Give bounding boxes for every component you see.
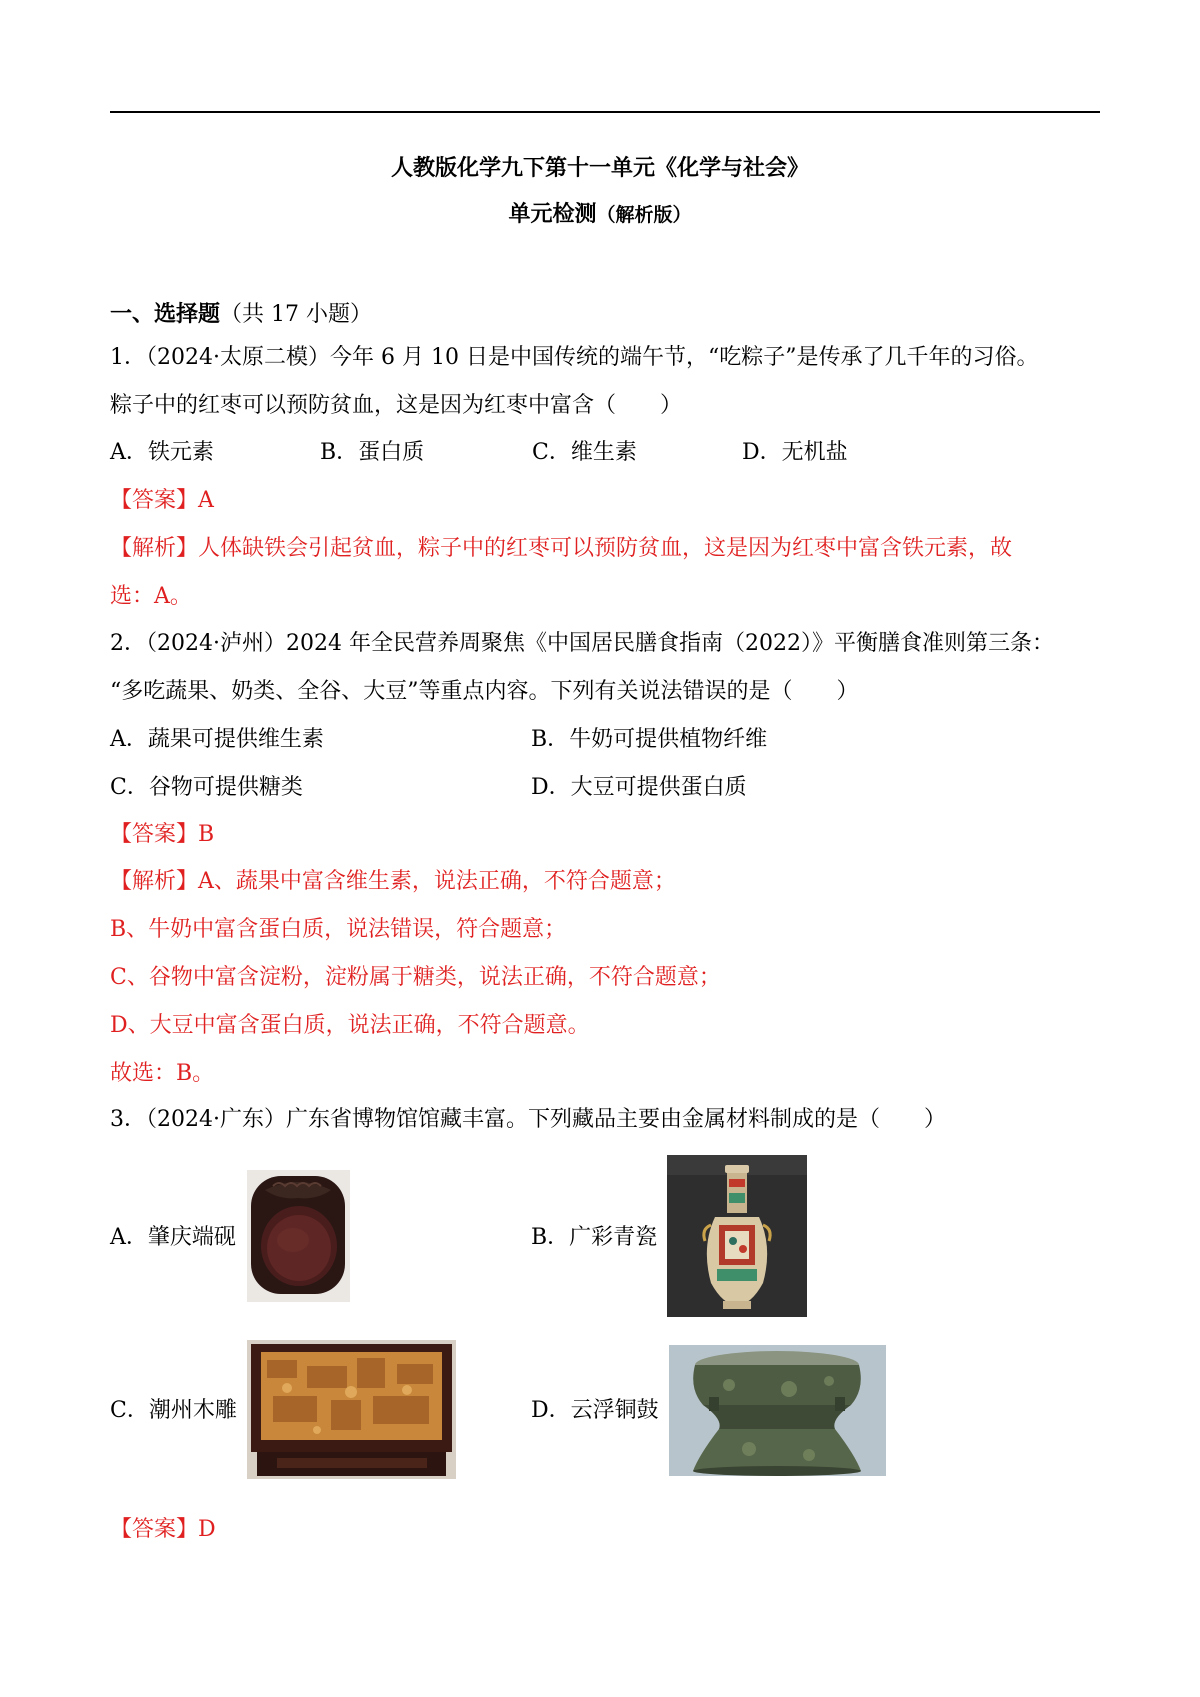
q3-answer: 【答案】D (110, 1517, 216, 1542)
q2-option-b: B．牛奶可提供植物纤维 (531, 727, 768, 752)
page-subtitle (0, 199, 1200, 230)
q2-answer: 【答案】B (110, 822, 215, 847)
q2-analysis-line3: C、谷物中富含淀粉，淀粉属于糖类，说法正确，不符合题意； (110, 965, 721, 990)
q1-option-b: B．蛋白质 (320, 440, 425, 465)
q1-analysis-line1: 【解析】人体缺铁会引起贫血，粽子中的红枣可以预防贫血，这是因为红枣中富含铁元素，故 (110, 536, 1013, 561)
q1-option-c: C．维生素 (532, 440, 637, 465)
bronze-drum-picture (669, 1345, 886, 1476)
inkstone-image (247, 1170, 350, 1302)
section-heading (110, 299, 372, 330)
q1-option-a: A．铁元素 (110, 440, 214, 465)
wood-carving-picture (247, 1340, 456, 1479)
q2-option-d: D．大豆可提供蛋白质 (531, 775, 747, 800)
q2-analysis-line4: D、大豆中富含蛋白质，说法正确，不符合题意。 (110, 1013, 590, 1038)
q3-option-a: A．肇庆端砚 (110, 1225, 236, 1250)
q2-option-a: A．蔬果可提供维生素 (110, 727, 324, 752)
q2-conclusion: 故选：B。 (110, 1061, 215, 1086)
porcelain-vase-image (667, 1155, 807, 1317)
q2-option-c: C．谷物可提供糖类 (110, 775, 303, 800)
q3-option-c: C．潮州木雕 (110, 1398, 237, 1423)
section-count: （共 17 小题） (220, 302, 372, 327)
page-title: 人教版化学九下第十一单元《化学与社会》 (390, 155, 809, 181)
q1-option-d: D．无机盐 (742, 440, 848, 465)
bronze-drum-image (669, 1345, 886, 1476)
q1-options (110, 438, 848, 468)
q2-stem-line2: “多吃蔬果、奶类、全谷、大豆”等重点内容。下列有关说法错误的是（ ） (110, 679, 859, 704)
q2-analysis-line1: 【解析】A、蔬果中富含维生素，说法正确，不符合题意； (110, 869, 676, 894)
subtitle-note: （解析版） (596, 204, 692, 226)
subtitle-main: 单元检测 (508, 201, 597, 227)
q1-stem-line2: 粽子中的红枣可以预防贫血，这是因为红枣中富含（ ） (110, 393, 683, 418)
wood-carving-image (247, 1340, 456, 1479)
inkstone-picture (247, 1170, 350, 1302)
header-rule (110, 111, 1100, 113)
q1-stem-line1: 1．（2024·太原二模）今年 6 月 10 日是中国传统的端午节，“吃粽子”是传承了几千年的习俗。 (110, 345, 1039, 370)
q1-answer: 【答案】A (110, 488, 214, 513)
q2-stem-line1: 2．（2024·泸州）2024 年全民营养周聚焦《中国居民膳食指南（2022）》平衡膳食准则第三条： (110, 631, 1054, 656)
q3-option-d: D．云浮铜鼓 (531, 1398, 659, 1423)
porcelain-vase-picture (667, 1155, 807, 1317)
q2-analysis-line2: B、牛奶中富含蛋白质，说法错误，符合题意； (110, 917, 567, 942)
q3-option-b: B．广彩青瓷 (531, 1225, 658, 1250)
q1-analysis-line2: 选：A。 (110, 584, 192, 609)
section-title: 一、选择题 (110, 301, 221, 327)
q3-stem: 3．（2024·广东）广东省博物馆馆藏丰富。下列藏品主要由金属材料制成的是（ ） (110, 1107, 946, 1132)
